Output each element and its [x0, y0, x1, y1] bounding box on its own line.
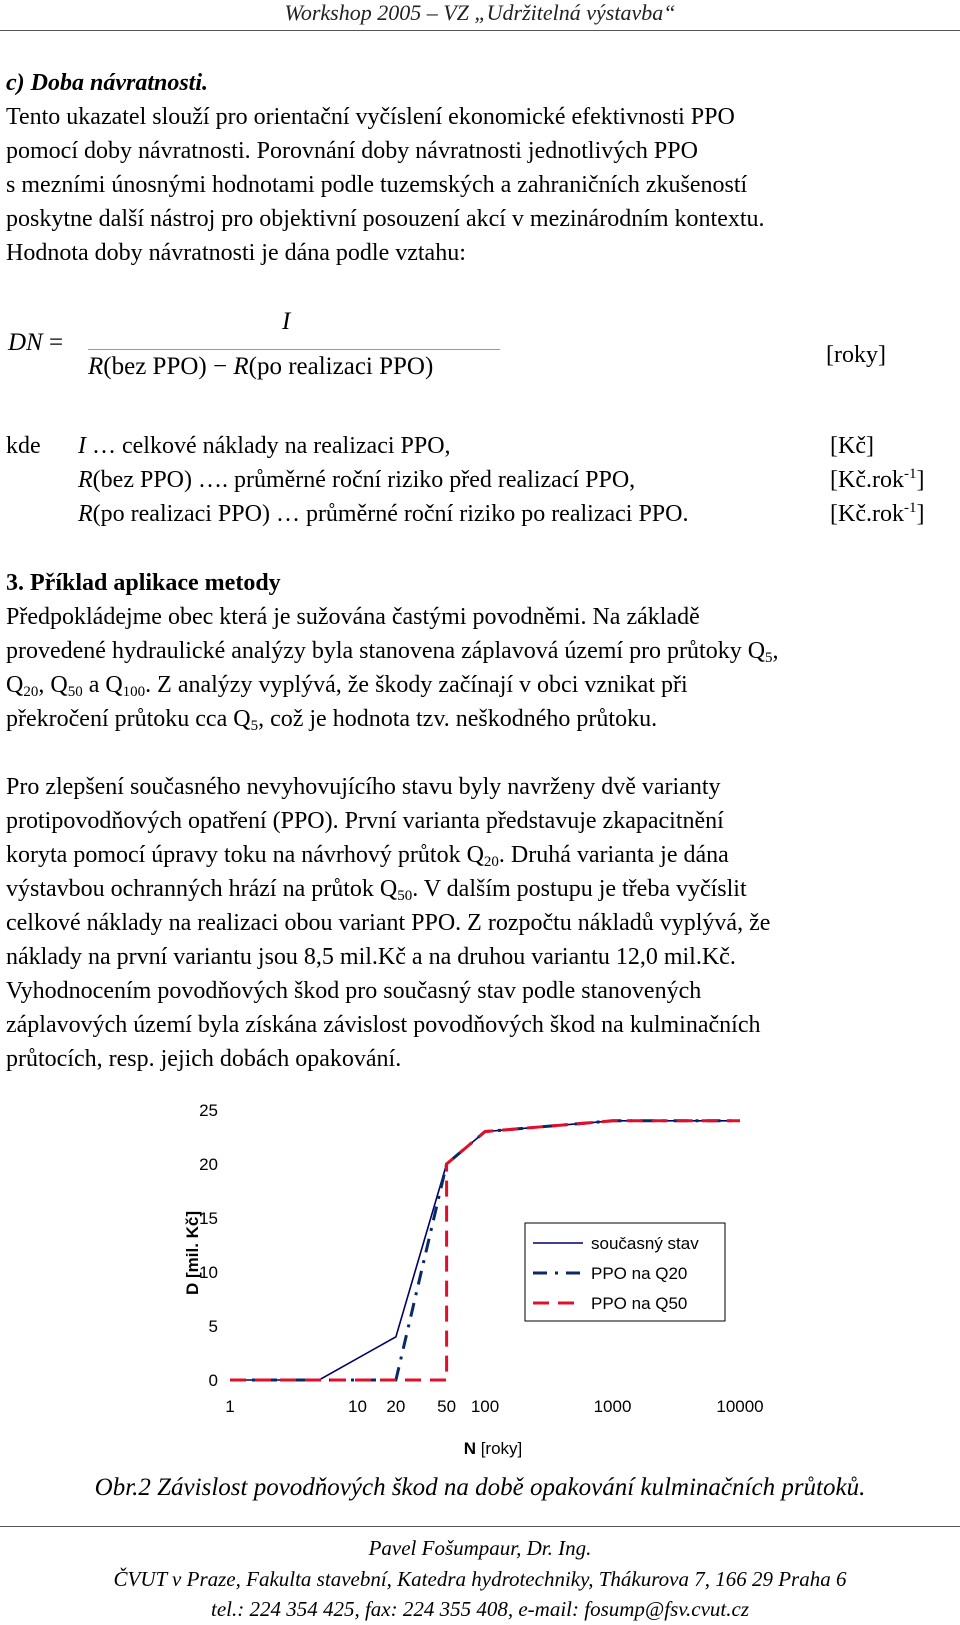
legend-label-3: PPO na Q50	[591, 1294, 688, 1313]
x-axis-label: N [roky]	[463, 1439, 523, 1458]
y-tick-label: 10	[199, 1263, 218, 1282]
x-tick-label: 50	[437, 1397, 457, 1416]
s3-p2-line-3: koryta pomocí úpravy toku na návrhový průtok $Q_{20}$. Druhá varianta je dána	[6, 842, 729, 870]
x-tick-label: 1	[225, 1397, 235, 1416]
section-c-line-2: pomocí doby návratnosti. Porovnání doby návratnosti jednotlivých PPO	[6, 138, 698, 164]
figure-caption: Obr.2 Závislost povodňových škod na době opakování kulminačních průtoků.	[94, 1474, 866, 1501]
legend-label-2: PPO na Q20	[591, 1264, 688, 1283]
formula-numerator: I	[282, 308, 291, 335]
section-c-line-5: Hodnota doby návratnosti je dána podle vztahu:	[6, 240, 466, 266]
formula-denominator: R(bez PPO) − R(po realizaci PPO)	[88, 353, 434, 380]
s3-p2-line-2: protipovodňových opatření (PPO). První varianta představuje zkapacitnění	[6, 808, 724, 834]
s3-p2-line-6: náklady na první variantu jsou 8,5 mil.Kč a na druhou variantu 12,0 mil.Kč.	[6, 944, 736, 970]
y-tick-label: 5	[208, 1317, 218, 1336]
s3-p2-line-1: Pro zlepšení současného nevyhovujícího stavu byly navrženy dvě varianty	[6, 774, 721, 800]
footer-contact: tel.: 224 354 425, fax: 224 355 408, e-mail: fosump@fsv.cvut.cz	[210, 1597, 749, 1621]
s3-p1-line-2: provedené hydraulické analýzy byla stanovena záplavová území pro průtoky $Q_5$,	[6, 638, 779, 666]
s3-p2-line-8: záplavových území byla získána závislost povodňových škod na kulminačních	[6, 1012, 761, 1038]
fraction-bar	[88, 349, 500, 350]
footer-rule	[0, 1526, 960, 1527]
section-c-heading: c) Doba návratnosti.	[6, 70, 209, 96]
legend-label-1: současný stav	[591, 1234, 699, 1253]
formula-unit: [roky]	[826, 342, 886, 368]
s3-p1-line-3: $Q_{20}$, $Q_{50}$ a $Q_{100}$. Z analýzy vyplývá, že škody začínají v obci vznikat při	[6, 672, 688, 700]
x-tick-label: 20	[386, 1397, 406, 1416]
x-tick-label: 10000	[716, 1397, 764, 1416]
damage-return-period-chart	[180, 1090, 800, 1470]
where-row-2: R(bez PPO) …. průměrné roční riziko před realizací PPO,	[78, 467, 636, 493]
header-rule	[0, 30, 960, 31]
y-tick-label: 25	[199, 1101, 218, 1120]
running-header: Workshop 2005 – VZ „Udržitelná výstavba“	[284, 0, 676, 25]
s3-p2-line-4: výstavbou ochranných hrází na průtok $Q_{50}$. V dalším postupu je třeba vyčíslit	[6, 876, 747, 904]
where-unit-1: [Kč]	[830, 433, 874, 459]
y-tick-label: 15	[199, 1209, 218, 1228]
s3-p1-line-4: překročení průtoku cca $Q_5$, což je hodnota tzv. neškodného průtoku.	[6, 706, 658, 734]
section-c-line-4: poskytne další nástroj pro objektivní posouzení akcí v mezinárodním kontextu.	[6, 206, 765, 232]
s3-p2-line-9: průtocích, resp. jejich dobách opakování.	[6, 1046, 402, 1072]
x-tick-label: 1000	[593, 1397, 632, 1416]
where-row-3: R(po realizaci PPO) … průměrné roční riziko po realizaci PPO.	[78, 501, 689, 527]
where-unit-2: [Kč.rok$^{-1}$]	[830, 466, 925, 493]
s3-p2-line-7: Vyhodnocením povodňových škod pro současný stav podle stanovených	[6, 978, 702, 1004]
footer-author: Pavel Fošumpaur, Dr. Ing.	[368, 1536, 592, 1560]
x-tick-label: 10	[348, 1397, 367, 1416]
section-3-heading: 3. Příklad aplikace metody	[6, 570, 281, 596]
section-c-line-3: s mezními únosnými hodnotami podle tuzemských a zahraničních zkušeností	[6, 172, 748, 198]
footer-affiliation: ČVUT v Praze, Fakulta stavební, Katedra hydrotechniky, Thákurova 7, 166 29 Praha 6	[113, 1567, 847, 1591]
s3-p2-line-5: celkové náklady na realizaci obou variant PPO. Z rozpočtu nákladů vyplývá, že	[6, 910, 771, 936]
where-unit-3: [Kč.rok$^{-1}$]	[830, 500, 925, 527]
where-label: kde	[6, 433, 41, 459]
y-tick-label: 0	[208, 1371, 218, 1390]
y-axis-label: D [mil. Kč]	[183, 1210, 202, 1296]
formula-lhs: DN =	[8, 329, 64, 356]
where-row-1: I … celkové náklady na realizaci PPO,	[78, 433, 451, 459]
x-tick-label: 100	[470, 1397, 500, 1416]
y-tick-label: 20	[199, 1155, 218, 1174]
section-c-line-1: Tento ukazatel slouží pro orientační vyčíslení ekonomické efektivnosti PPO	[6, 104, 735, 130]
s3-p1-line-1: Předpokládejme obec která je sužována častými povodněmi. Na základě	[6, 604, 700, 630]
